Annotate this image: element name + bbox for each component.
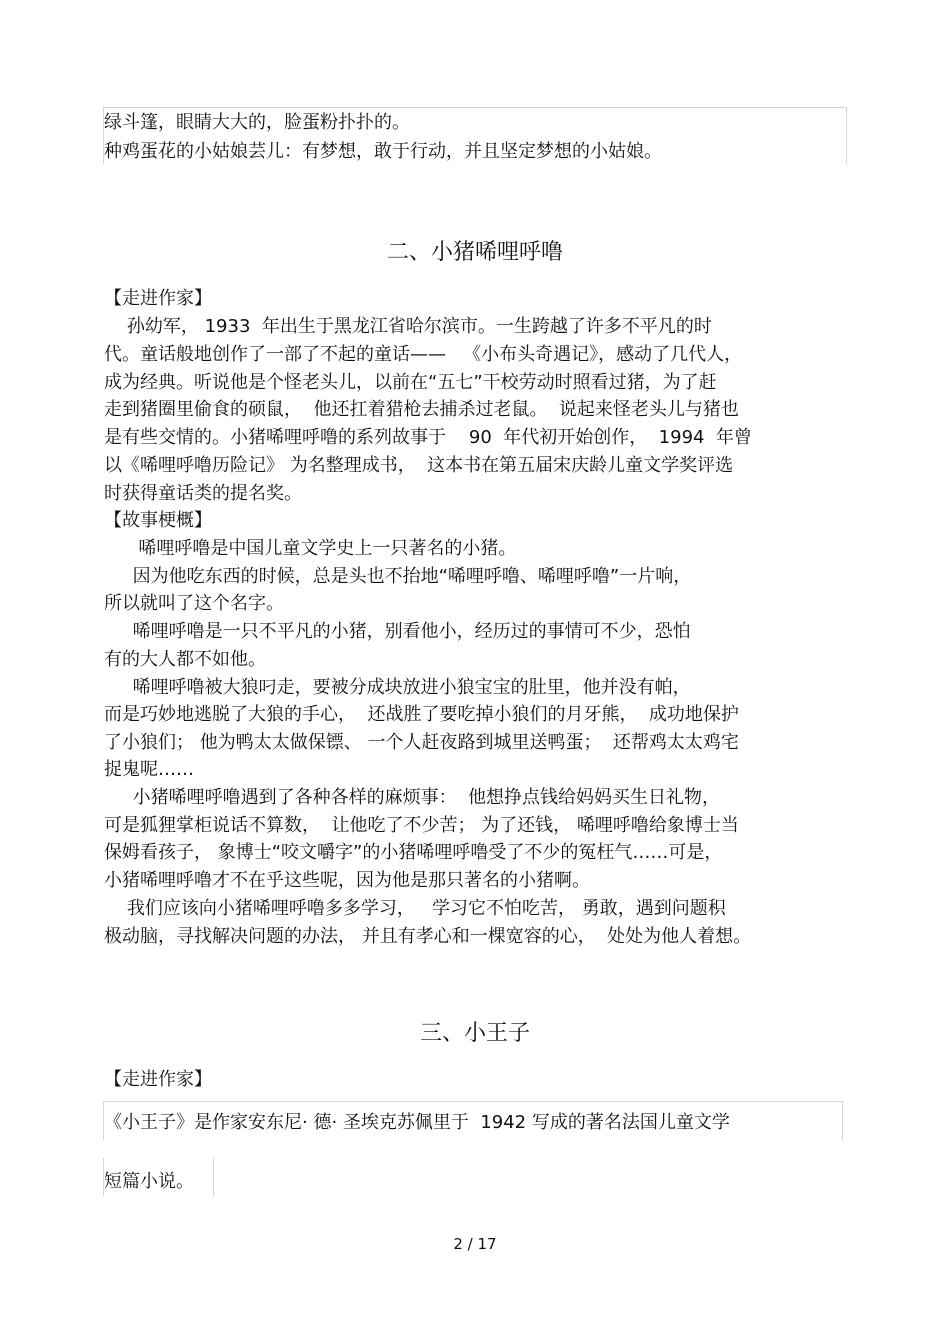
- text-line: 种鸡蛋花的小姑娘芸儿：有梦想，敢于行动，并且坚定梦想的小姑娘。: [104, 141, 662, 162]
- text-line: 唏哩呼噜是一只不平凡的小猪，别看他小，经历过的事情可不少，恐怕: [104, 621, 691, 642]
- text-line: 孙幼军， 1933 年出生于黑龙江省哈尔滨市。一生跨越了许多不平凡的时: [104, 316, 712, 337]
- text-line: 代。童话般地创作了一部了不起的童话—— 《小布头奇遇记》，感动了几代人，: [104, 344, 743, 365]
- text-line: 小猪唏哩呼噜才不在乎这些呢，因为他是那只著名的小猪啊。: [104, 870, 590, 891]
- text-line: 我们应该向小猪唏哩呼噜多多学习， 学习它不怕吃苦， 勇敢，遇到问题积: [104, 898, 726, 919]
- text-line: 因为他吃东西的时候，总是头也不抬地“唏哩呼噜、唏哩呼噜”一片响，: [104, 566, 692, 587]
- story-label: 【故事梗概】: [104, 510, 212, 531]
- text-line: 是有些交情的。小猪唏哩呼噜的系列故事于 90 年代初开始创作， 1994 年曾: [104, 427, 752, 448]
- text-line: 《小王子》是作家安东尼· 德· 圣埃克苏佩里于 1942 写成的著名法国儿童文学: [104, 1112, 730, 1133]
- text-line: 唏哩呼噜是中国儿童文学史上一只著名的小猪。: [104, 538, 517, 559]
- section-heading-3: 三、小王子: [419, 1021, 530, 1046]
- page-number: 2 / 17: [453, 1235, 497, 1253]
- text-line: 极动脑，寻找解决问题的办法， 并且有孝心和一棵宽容的心， 处处为他人着想。: [104, 926, 752, 947]
- author-label: 【走进作家】: [104, 1069, 212, 1090]
- text-line: 绿斗篷，眼睛大大的，脸蛋粉扑扑的。: [104, 112, 410, 133]
- text-line: 捉鬼呢……: [104, 759, 194, 780]
- text-line: 成为经典。听说他是个怪老头儿，以前在“五七”干校劳动时照看过猪，为了赶: [104, 372, 717, 393]
- text-line: 唏哩呼噜被大狼叼走，要被分成块放进小狼宝宝的肚里，他并没有帕，: [104, 677, 691, 698]
- section-heading-2: 二、小猪唏哩呼噜: [386, 240, 563, 265]
- text-line: 而是巧妙地逃脱了大狼的手心， 还战胜了要吃掉小狼们的月牙熊， 成功地保护: [104, 704, 739, 725]
- author-label: 【走进作家】: [104, 288, 212, 309]
- text-line: 有的大人都不如他。: [104, 649, 266, 670]
- text-line: 所以就叫了这个名字。: [104, 593, 284, 614]
- text-line: 了小狼们； 他为鸭太太做保镖、 一个人赶夜路到城里送鸭蛋； 还帮鸡太太鸡宅: [104, 732, 739, 753]
- text-line: 时获得童话类的提名奖。: [104, 483, 302, 504]
- text-line: 短篇小说。: [104, 1171, 194, 1192]
- text-line: 以《唏哩呼噜历险记》 为名整理成书， 这本书在第五届宋庆龄儿童文学奖评选: [104, 455, 734, 476]
- text-line: 保姆看孩子， 象博士“咬文嚼字”的小猪唏哩呼噜受了不少的冤枉气……可是，: [104, 842, 723, 863]
- text-line: 可是狐狸掌柜说话不算数， 让他吃了不少苦； 为了还钱， 唏哩呼噜给象博士当: [104, 815, 739, 836]
- text-line: 小猪唏哩呼噜遇到了各种各样的麻烦事： 他想挣点钱给妈妈买生日礼物，: [104, 787, 721, 808]
- text-line: 走到猪圈里偷食的硕鼠， 他还扛着猎枪去捕杀过老鼠。 说起来怪老头儿与猪也: [104, 399, 739, 420]
